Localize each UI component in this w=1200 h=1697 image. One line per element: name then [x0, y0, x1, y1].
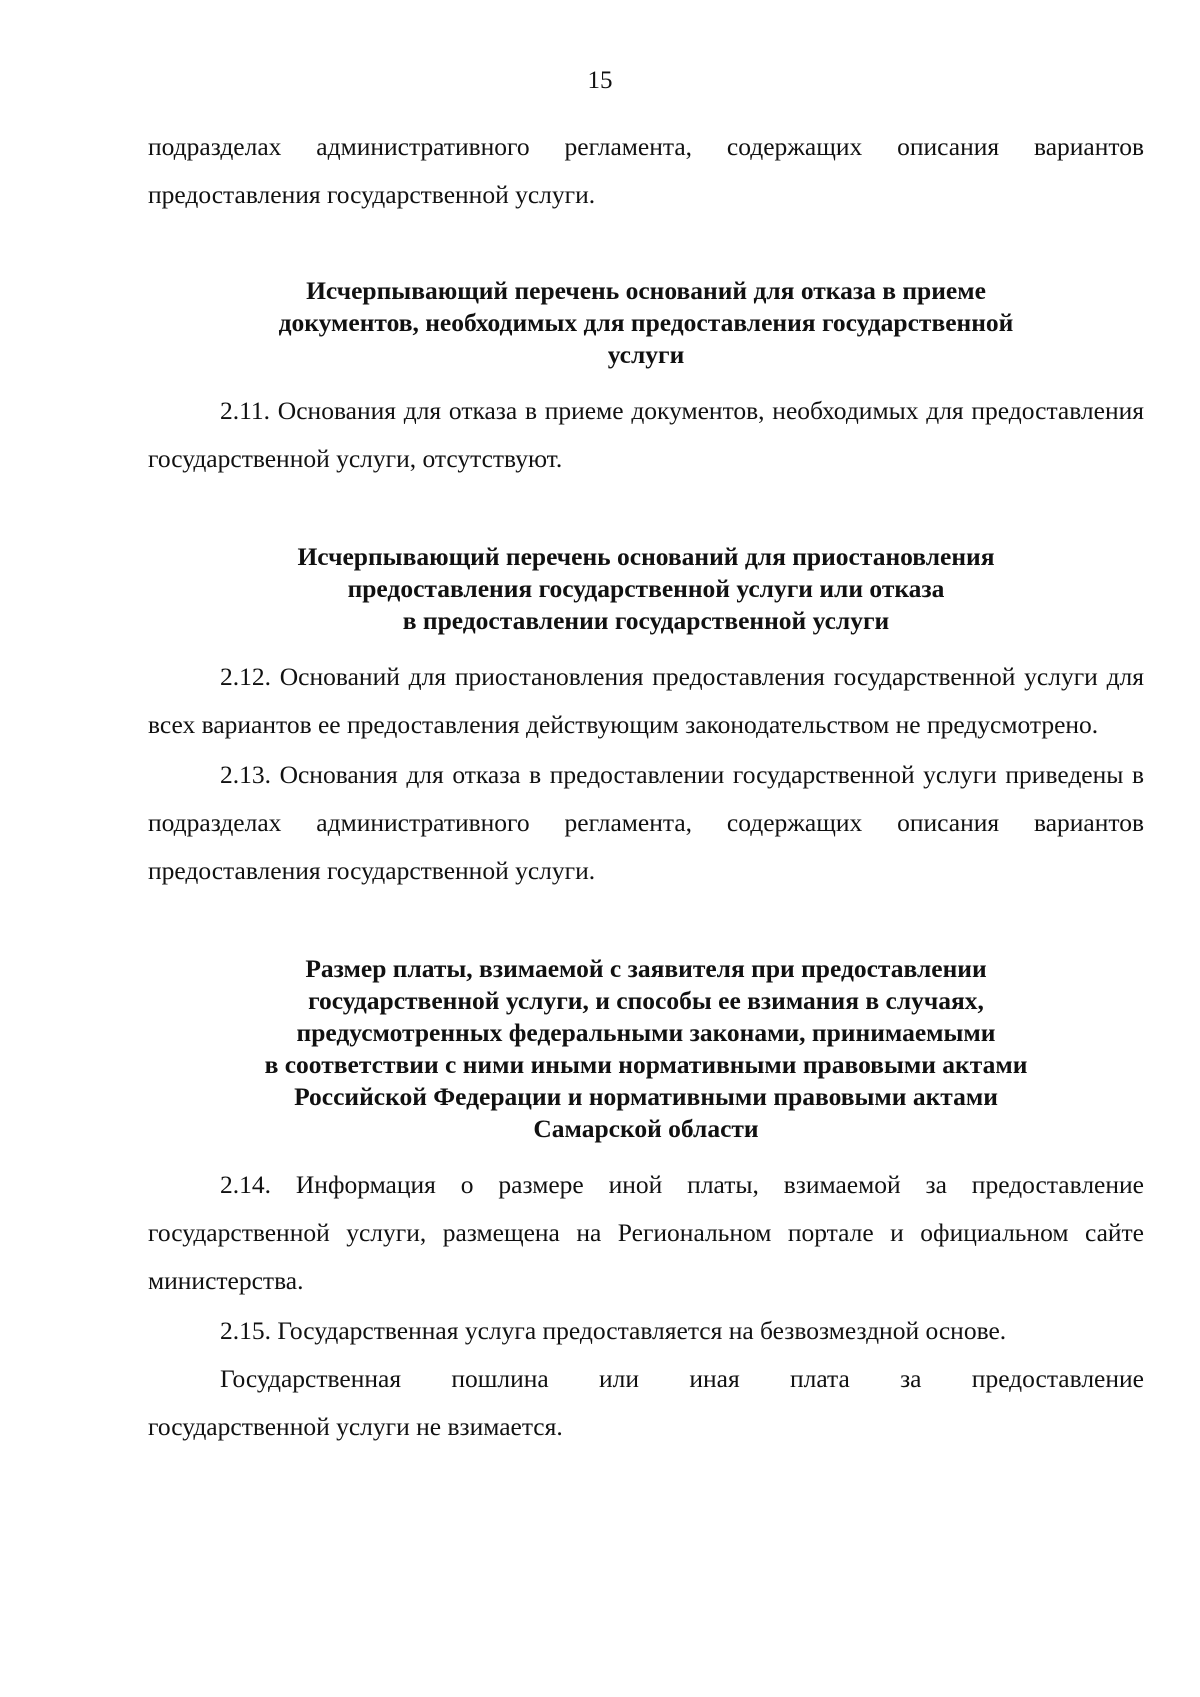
- paragraph-2-12: 2.12. Оснований для приостановления предоставления государственной услуги для всех вариантов ее предоставления действующим законодательством не предусмотрено.: [148, 662, 1144, 739]
- heading-suspension: [148, 541, 1144, 637]
- document-body: [148, 123, 1144, 1451]
- paragraph-2-11: 2.11. Основания для отказа в приеме документов, необходимых для предоставления государственной услуги, отсутствуют.: [148, 396, 1144, 473]
- page-number: 15: [587, 67, 613, 94]
- heading-line: Размер платы, взимаемой с заявителя при предоставлении: [305, 954, 987, 983]
- paragraph-2-15: 2.15. Государственная услуга предоставляется на безвозмездной основе.: [220, 1316, 1007, 1345]
- heading-line: в соответствии с ними иными нормативными правовыми актами: [264, 1050, 1028, 1079]
- heading-fee: [148, 953, 1144, 1145]
- heading-line: Самарской области: [533, 1114, 759, 1143]
- heading-line: Исчерпывающий перечень оснований для отказа в приеме: [306, 276, 986, 305]
- paragraph-fee-line2: государственной услуги не взимается.: [148, 1412, 563, 1441]
- heading-refusal-reception: [148, 275, 1144, 371]
- heading-line: предусмотренных федеральными законами, принимаемыми: [296, 1018, 996, 1047]
- heading-line: Российской Федерации и нормативными правовыми актами: [294, 1082, 998, 1111]
- heading-line: услуги: [607, 340, 685, 369]
- paragraph-intro: подразделах административного регламента, содержащих описания вариантов предоставления государственной услуги.: [148, 132, 1144, 209]
- paragraph-2-14: 2.14. Информация о размере иной платы, взимаемой за предоставление государственной услуги, размещена на Региональном портале и официальном сайте министерства.: [148, 1170, 1144, 1295]
- paragraph-2-13: 2.13. Основания для отказа в предоставлении государственной услуги приведены в подразделах административного регламента, содержащих описания вариантов предоставления государственной услуги.: [148, 760, 1144, 885]
- paragraph-fee-line1: Государственная пошлина или иная плата за предоставление: [220, 1364, 1144, 1393]
- heading-line: Исчерпывающий перечень оснований для приостановления: [297, 542, 995, 571]
- heading-line: в предоставлении государственной услуги: [402, 606, 890, 635]
- heading-line: государственной услуги, и способы ее взимания в случаях,: [308, 986, 984, 1015]
- heading-line: предоставления государственной услуги или отказа: [347, 574, 945, 603]
- heading-line: документов, необходимых для предоставления государственной: [278, 308, 1014, 337]
